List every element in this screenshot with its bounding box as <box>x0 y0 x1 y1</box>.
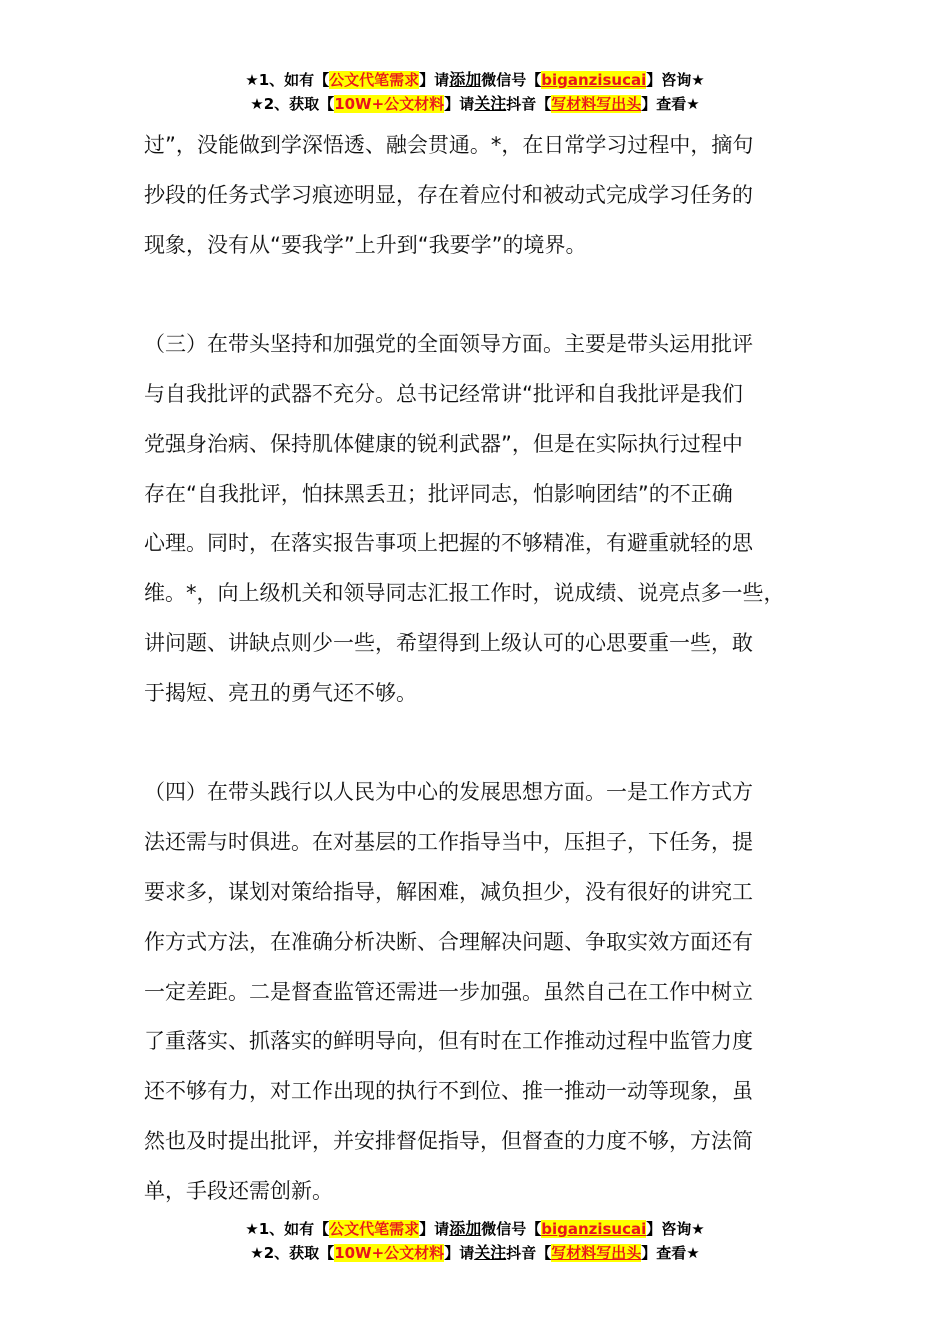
text-line: 一定差距。二是督查监管还需进一步加强。虽然自己在工作中树立 <box>144 979 753 1004</box>
banner-line-2-emphasis: 关注 <box>474 94 507 113</box>
text-line: 还不够有力，对工作出现的执行不到位、推一推动一动等现象，虽 <box>144 1079 753 1104</box>
text-line: 心理。同时，在落实报告事项上把握的不够精准，有避重就轻的思 <box>144 531 753 556</box>
banner-douyin-account-link[interactable]: 写材料写出头 <box>551 1244 642 1262</box>
banner-douyin-account-link[interactable]: 写材料写出头 <box>551 95 642 113</box>
banner-line-1-suffix: 】咨询★ <box>646 71 705 89</box>
banner-line-2-mid2: 抖音【 <box>506 1244 552 1262</box>
text-line: 于揭短、亮丑的勇气还不够。 <box>144 680 417 705</box>
bottom-banner <box>0 1217 950 1265</box>
banner-line-2-prefix: ★2、获取【 <box>250 95 335 113</box>
banner-highlight-materials: 10W+公文材料 <box>334 1244 445 1262</box>
banner-wechat-id-link[interactable]: biganzisucai <box>541 71 647 89</box>
banner-line-2-mid1: 】请 <box>444 1244 475 1262</box>
text-line: 维。*，向上级机关和领导同志汇报工作时，说成绩、说亮点多一些， <box>144 581 785 606</box>
document-body <box>144 121 834 1217</box>
banner-highlight-writing-service: 公文代笔需求 <box>329 1220 420 1238</box>
text-line: 抄段的任务式学习痕迹明显，存在着应付和被动式完成学习任务的 <box>144 182 753 207</box>
text-line: 讲问题、讲缺点则少一些，希望得到上级认可的心思要重一些，敢 <box>144 630 753 655</box>
banner-line-2-emphasis: 关注 <box>474 1243 507 1262</box>
banner-line-1 <box>0 1217 950 1241</box>
text-line: 法还需与时俱进。在对基层的工作指导当中，压担子，下任务，提 <box>144 830 753 855</box>
section-heading-line: （三）在带头坚持和加强党的全面领导方面。主要是带头运用批评 <box>144 332 753 357</box>
banner-line-1-mid2: 微信号【 <box>481 1220 542 1238</box>
banner-line-1-emphasis: 添加 <box>449 1219 482 1238</box>
banner-line-1-mid1: 】请 <box>419 1220 450 1238</box>
banner-highlight-writing-service: 公文代笔需求 <box>329 71 420 89</box>
text-line: 要求多，谋划对策给指导，解困难，减负担少，没有很好的讲究工 <box>144 879 753 904</box>
banner-line-2 <box>0 92 950 116</box>
banner-line-2 <box>0 1241 950 1265</box>
banner-line-1-mid2: 微信号【 <box>481 71 542 89</box>
text-line: 单，手段还需创新。 <box>144 1178 333 1203</box>
text-line: 了重落实、抓落实的鲜明导向，但有时在工作推动过程中监管力度 <box>144 1029 753 1054</box>
banner-line-2-suffix: 】查看★ <box>641 1244 700 1262</box>
text-line: 过”，没能做到学深悟透、融会贯通。*，在日常学习过程中，摘句 <box>144 133 754 157</box>
paragraph-gap <box>144 270 834 320</box>
banner-wechat-id-link[interactable]: biganzisucai <box>541 1220 647 1238</box>
banner-line-1-prefix: ★1、如有【 <box>245 1220 330 1238</box>
banner-line-1-prefix: ★1、如有【 <box>245 71 330 89</box>
text-line: 与自我批评的武器不充分。总书记经常讲“批评和自我批评是我们 <box>144 381 743 406</box>
text-line: 作方式方法，在准确分析决断、合理解决问题、争取实效方面还有 <box>144 929 753 954</box>
banner-line-2-mid2: 抖音【 <box>506 95 552 113</box>
banner-line-1-emphasis: 添加 <box>449 70 482 89</box>
banner-line-1-suffix: 】咨询★ <box>646 1220 705 1238</box>
top-banner <box>0 68 950 116</box>
text-line: 然也及时提出批评，并安排督促指导，但督查的力度不够，方法简 <box>144 1128 753 1153</box>
section-heading-line: （四）在带头践行以人民为中心的发展思想方面。一是工作方式方 <box>144 780 753 805</box>
banner-line-2-mid1: 】请 <box>444 95 475 113</box>
banner-highlight-materials: 10W+公文材料 <box>334 95 445 113</box>
text-line: 党强身治病、保持肌体健康的锐利武器”，但是在实际执行过程中 <box>144 431 743 456</box>
paragraph-gap <box>144 719 834 769</box>
text-line: 存在“自我批评，怕抹黑丢丑；批评同志，怕影响团结”的不正确 <box>144 481 733 506</box>
banner-line-1-mid1: 】请 <box>419 71 450 89</box>
banner-line-1 <box>0 68 950 92</box>
banner-line-2-prefix: ★2、获取【 <box>250 1244 335 1262</box>
banner-line-2-suffix: 】查看★ <box>641 95 700 113</box>
text-line: 现象，没有从“要我学”上升到“我要学”的境界。 <box>144 232 587 257</box>
